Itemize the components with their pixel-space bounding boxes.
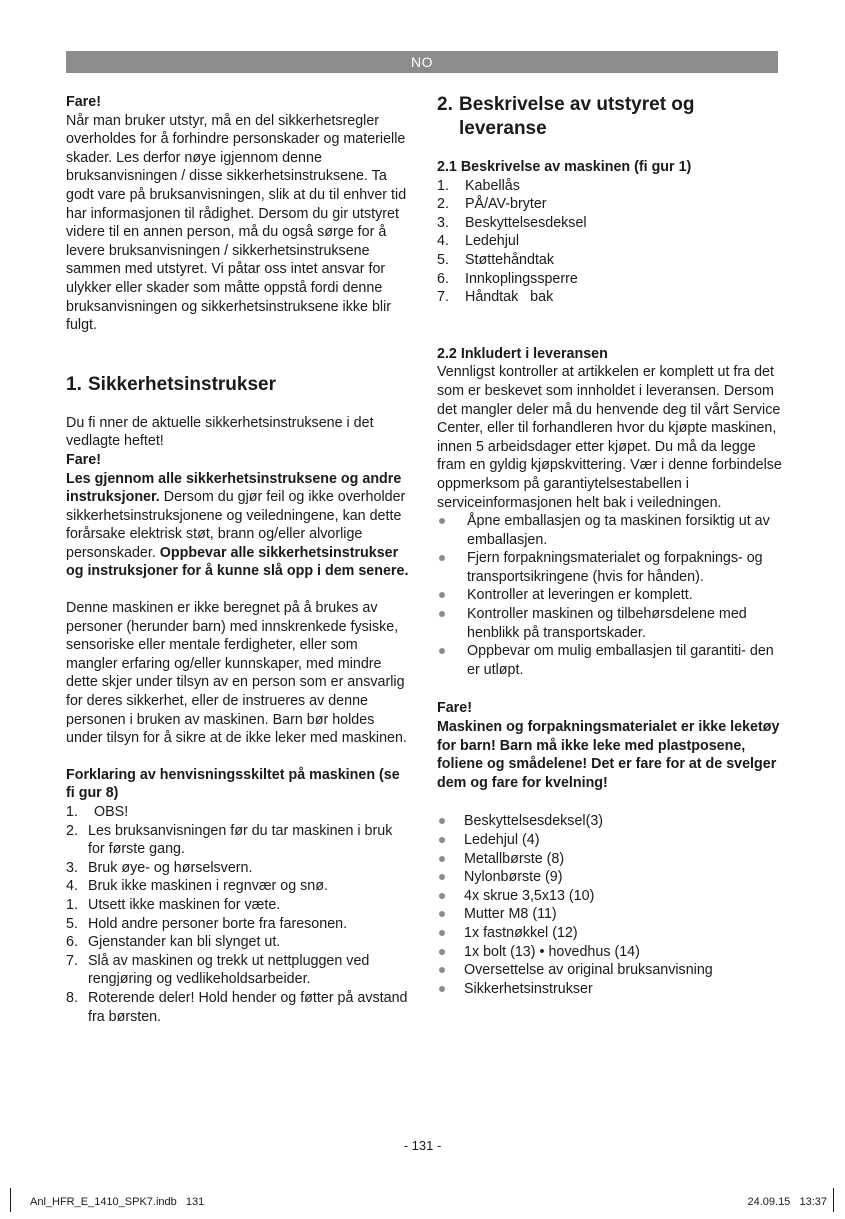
footer-datetime: 24.09.15 13:37 — [747, 1196, 827, 1208]
list-item — [437, 549, 782, 586]
list-item — [437, 214, 782, 233]
footer-file-info: Anl_HFR_E_1410_SPK7.indb 131 — [30, 1196, 205, 1208]
list-item — [437, 850, 782, 869]
item-number: 4. — [437, 233, 449, 250]
item-number: 6. — [437, 270, 449, 287]
item-text: Bruk øye- og hørselsvern. — [88, 859, 253, 876]
item-number: 1. — [66, 804, 78, 820]
item-number: 8. — [66, 989, 78, 1006]
item-text: 4x skrue 3,5x13 (10) — [464, 887, 595, 904]
item-text: Kabellås — [465, 177, 520, 194]
section-title: Sikkerhetsinstrukser — [88, 373, 276, 395]
section-title-line-2: leveranse — [459, 118, 547, 139]
item-text: Ledehjul (4) — [464, 832, 540, 848]
section-number: 2. — [437, 94, 453, 115]
bullet-icon — [439, 967, 445, 973]
warning-title: Fare! — [66, 94, 101, 110]
item-text: Nylonbørste (9) — [464, 869, 563, 886]
list-item — [437, 512, 782, 549]
section-1-warning-text — [66, 470, 412, 582]
item-text: Beskyttelsesdeksel — [465, 214, 587, 231]
section-number: 1. — [66, 373, 82, 395]
warning-text: Når man bruker utstyr, må en del sikkerhetsregler overholdes for å forhindre personskader og materielle skader. Les derfor nøye igjennom denne bruksanvisningen / disse sikkerhetsinstruksene. Ta godt vare på bruksanvisningen, slik at du til enhver tid har informasjonen til rådighet. Dersom du gir utstyret videre til en annen person, må du også sørge for å levere bruksanvisningen / sikkerhetsinstruksene sammen med utstyret. Vi påtar oss intet ansvar for ulykker eller skader som måtte oppstå fordi denne bruksanvisningen og sikkerhetsinstruksene ikke blir fulgt. — [66, 112, 407, 334]
page-number: - 131 - — [403, 1138, 442, 1153]
list-item — [437, 924, 782, 943]
bullet-icon — [439, 856, 445, 862]
section-2-heading — [437, 93, 782, 141]
item-number: 4. — [66, 878, 78, 895]
bullet-icon — [439, 555, 445, 561]
item-text: Les bruksanvisningen før du tar maskinen i bruk for første gang. — [88, 822, 393, 858]
signs-list — [66, 803, 412, 1026]
list-item — [437, 586, 782, 605]
unpacking-steps — [437, 512, 782, 679]
signs-heading: Forklaring av henvisningsskiltet på maskinen (se fi gur 8) — [66, 766, 400, 802]
item-text: Mutter M8 (11) — [464, 906, 557, 923]
item-text: Håndtak bak — [465, 289, 554, 306]
item-text: OBS! — [94, 804, 129, 820]
item-text: Metallbørste (8) — [464, 850, 565, 867]
item-number: 5. — [437, 251, 449, 268]
item-text: Kontroller at leveringen er komplett. — [467, 587, 693, 604]
list-item — [66, 933, 412, 952]
section-1-heading — [66, 373, 412, 397]
list-item — [437, 288, 782, 307]
right-column — [437, 93, 782, 998]
item-text: Ledehjul — [465, 233, 520, 250]
bullet-icon — [439, 911, 445, 917]
item-text: Gjenstander kan bli slynget ut. — [88, 934, 281, 951]
bullet-icon — [439, 648, 445, 654]
list-item — [66, 803, 412, 822]
item-text: Sikkerhetsinstrukser — [464, 980, 593, 997]
section-1-intro: Du fi nner de aktuelle sikkerhetsinstruksene i det vedlagte heftet! — [66, 414, 374, 450]
language-bar: NO — [66, 51, 778, 73]
item-text: Oversettelse av original bruksanvisning — [464, 962, 713, 979]
list-item — [66, 859, 412, 878]
item-number: 6. — [66, 934, 78, 951]
delivery-contents — [437, 812, 782, 998]
list-item — [437, 980, 782, 999]
list-item — [437, 943, 782, 962]
list-item — [437, 887, 782, 906]
item-text: Slå av maskinen og trekk ut nettpluggen ved rengjøring og vedlikeholdsarbeider. — [88, 952, 370, 988]
list-item — [66, 952, 412, 989]
item-number: 7. — [437, 289, 449, 306]
bullet-icon — [439, 818, 445, 824]
bullet-icon — [439, 893, 445, 899]
list-item — [66, 989, 412, 1026]
section-title-line-1: Beskrivelse av utstyret og — [459, 94, 695, 115]
item-text: 1x bolt (13) • hovedhus (14) — [464, 943, 640, 960]
list-item — [437, 232, 782, 251]
item-text: Kontroller maskinen og tilbehørsdelene med henblikk på transportskader. — [467, 606, 747, 641]
bullet-icon — [439, 949, 445, 955]
subsection-2-2-heading: 2.2 Inkludert i leveransen — [437, 345, 608, 362]
warning-title: Fare! — [437, 700, 472, 717]
list-item — [66, 877, 412, 896]
item-number: 1. — [437, 177, 449, 194]
list-item — [437, 195, 782, 214]
list-item — [437, 812, 782, 831]
subsection-2-2-text: Vennligst kontroller at artikkelen er komplett ut fra det som er beskevet som innholdet i leveransen. Dersom det mangler deler må du henvende deg til vårt Service Center, eller til forhandleren hvor du kjøpte maskinen, innen 5 arbeidsdager etter kjøpet. Du må da legge fram en gyldig kjøpskvittering. Vær i denne forbindelse oppmerksom på garantiytelsestabellen i serviceinformasjonen helt bak i veiledningen. — [437, 364, 782, 511]
item-number: 3. — [437, 214, 449, 231]
warning-bold-1: Les gjennom alle sikkerhetsinstruksene og andre instruksjoner. — [66, 470, 402, 506]
list-item — [437, 905, 782, 924]
item-text: Åpne emballasjen og ta maskinen forsiktig ut av emballasjen. — [467, 513, 770, 548]
list-item — [66, 822, 412, 859]
list-item — [437, 642, 782, 679]
list-item — [437, 270, 782, 289]
bullet-icon — [439, 930, 445, 936]
bullet-icon — [439, 986, 445, 992]
item-text: PÅ/AV-bryter — [465, 196, 547, 213]
bullet-icon — [439, 611, 445, 617]
list-item — [66, 915, 412, 934]
bullet-icon — [439, 874, 445, 880]
item-text: Roterende deler! Hold hender og føtter på avstand fra børsten. — [88, 989, 408, 1025]
bullet-icon — [439, 592, 445, 598]
item-text: Støttehåndtak — [465, 251, 555, 268]
item-text: Bruk ikke maskinen i regnvær og snø. — [88, 878, 328, 895]
list-item — [437, 961, 782, 980]
item-text: Fjern forpakningsmaterialet og forpaknings- og transportsikringene (hvis for hånden). — [467, 550, 763, 585]
section-1-warning-title: Fare! — [66, 451, 101, 468]
warning-text: Maskinen og forpakningsmaterialet er ikke leketøy for barn! Barn må ikke leke med plastposene, foliene og smådelene! Det er fare for at de svelger dem og fare for kvelning! — [437, 719, 780, 791]
item-text: Hold andre personer borte fra faresonen. — [88, 915, 348, 932]
list-item — [437, 251, 782, 270]
item-number: 7. — [66, 952, 78, 969]
parts-list — [437, 177, 782, 307]
bullet-icon — [439, 518, 445, 524]
warning-body: Dersom du gjør feil og ikke overholder sikkerhetsinstruksjonene og veiledningene, kan dette forårsake elektrisk støt, brann og/eller alvorlige personskader. — [66, 489, 406, 561]
item-text: Oppbevar om mulig emballasjen til garantiti- den er utløpt. — [467, 643, 774, 678]
subsection-2-1-heading: 2.1 Beskrivelse av maskinen (fi gur 1) — [437, 159, 692, 175]
crop-mark-left — [10, 1188, 11, 1212]
list-item — [66, 896, 412, 915]
item-text: Utsett ikke maskinen for væte. — [88, 896, 281, 913]
warning-bold-2: Oppbevar alle sikkerhetsinstrukser og instruksjoner for å kunne slå opp i dem senere. — [66, 544, 409, 580]
item-text: Beskyttelsesdeksel(3) — [464, 813, 604, 830]
item-text: 1x fastnøkkel (12) — [464, 924, 578, 941]
list-item — [437, 831, 782, 850]
item-number: 3. — [66, 859, 78, 876]
item-number: 1. — [66, 896, 78, 913]
list-item — [437, 177, 782, 196]
bullet-icon — [439, 837, 445, 843]
list-item — [437, 605, 782, 642]
left-column — [66, 93, 412, 1026]
item-text: Innkoplingssperre — [465, 270, 578, 287]
item-number: 5. — [66, 915, 78, 932]
crop-mark-right — [833, 1188, 834, 1212]
item-number: 2. — [66, 822, 78, 839]
section-1-paragraph-2: Denne maskinen er ikke beregnet på å brukes av personer (herunder barn) med innskrenkede fysiske, sensoriske eller mentale ferdigheter, eller som mangler erfaring og/eller kunnskaper, med mindre dette skjer under tilsyn av en person som er ansvarlig for deres sikkerhet, eller de instrueres av denne personen i bruken av maskinen. Barn bør holdes under tilsyn for å sikre at de ikke leker med maskinen. — [66, 600, 407, 747]
item-number: 2. — [437, 196, 449, 213]
list-item — [437, 868, 782, 887]
